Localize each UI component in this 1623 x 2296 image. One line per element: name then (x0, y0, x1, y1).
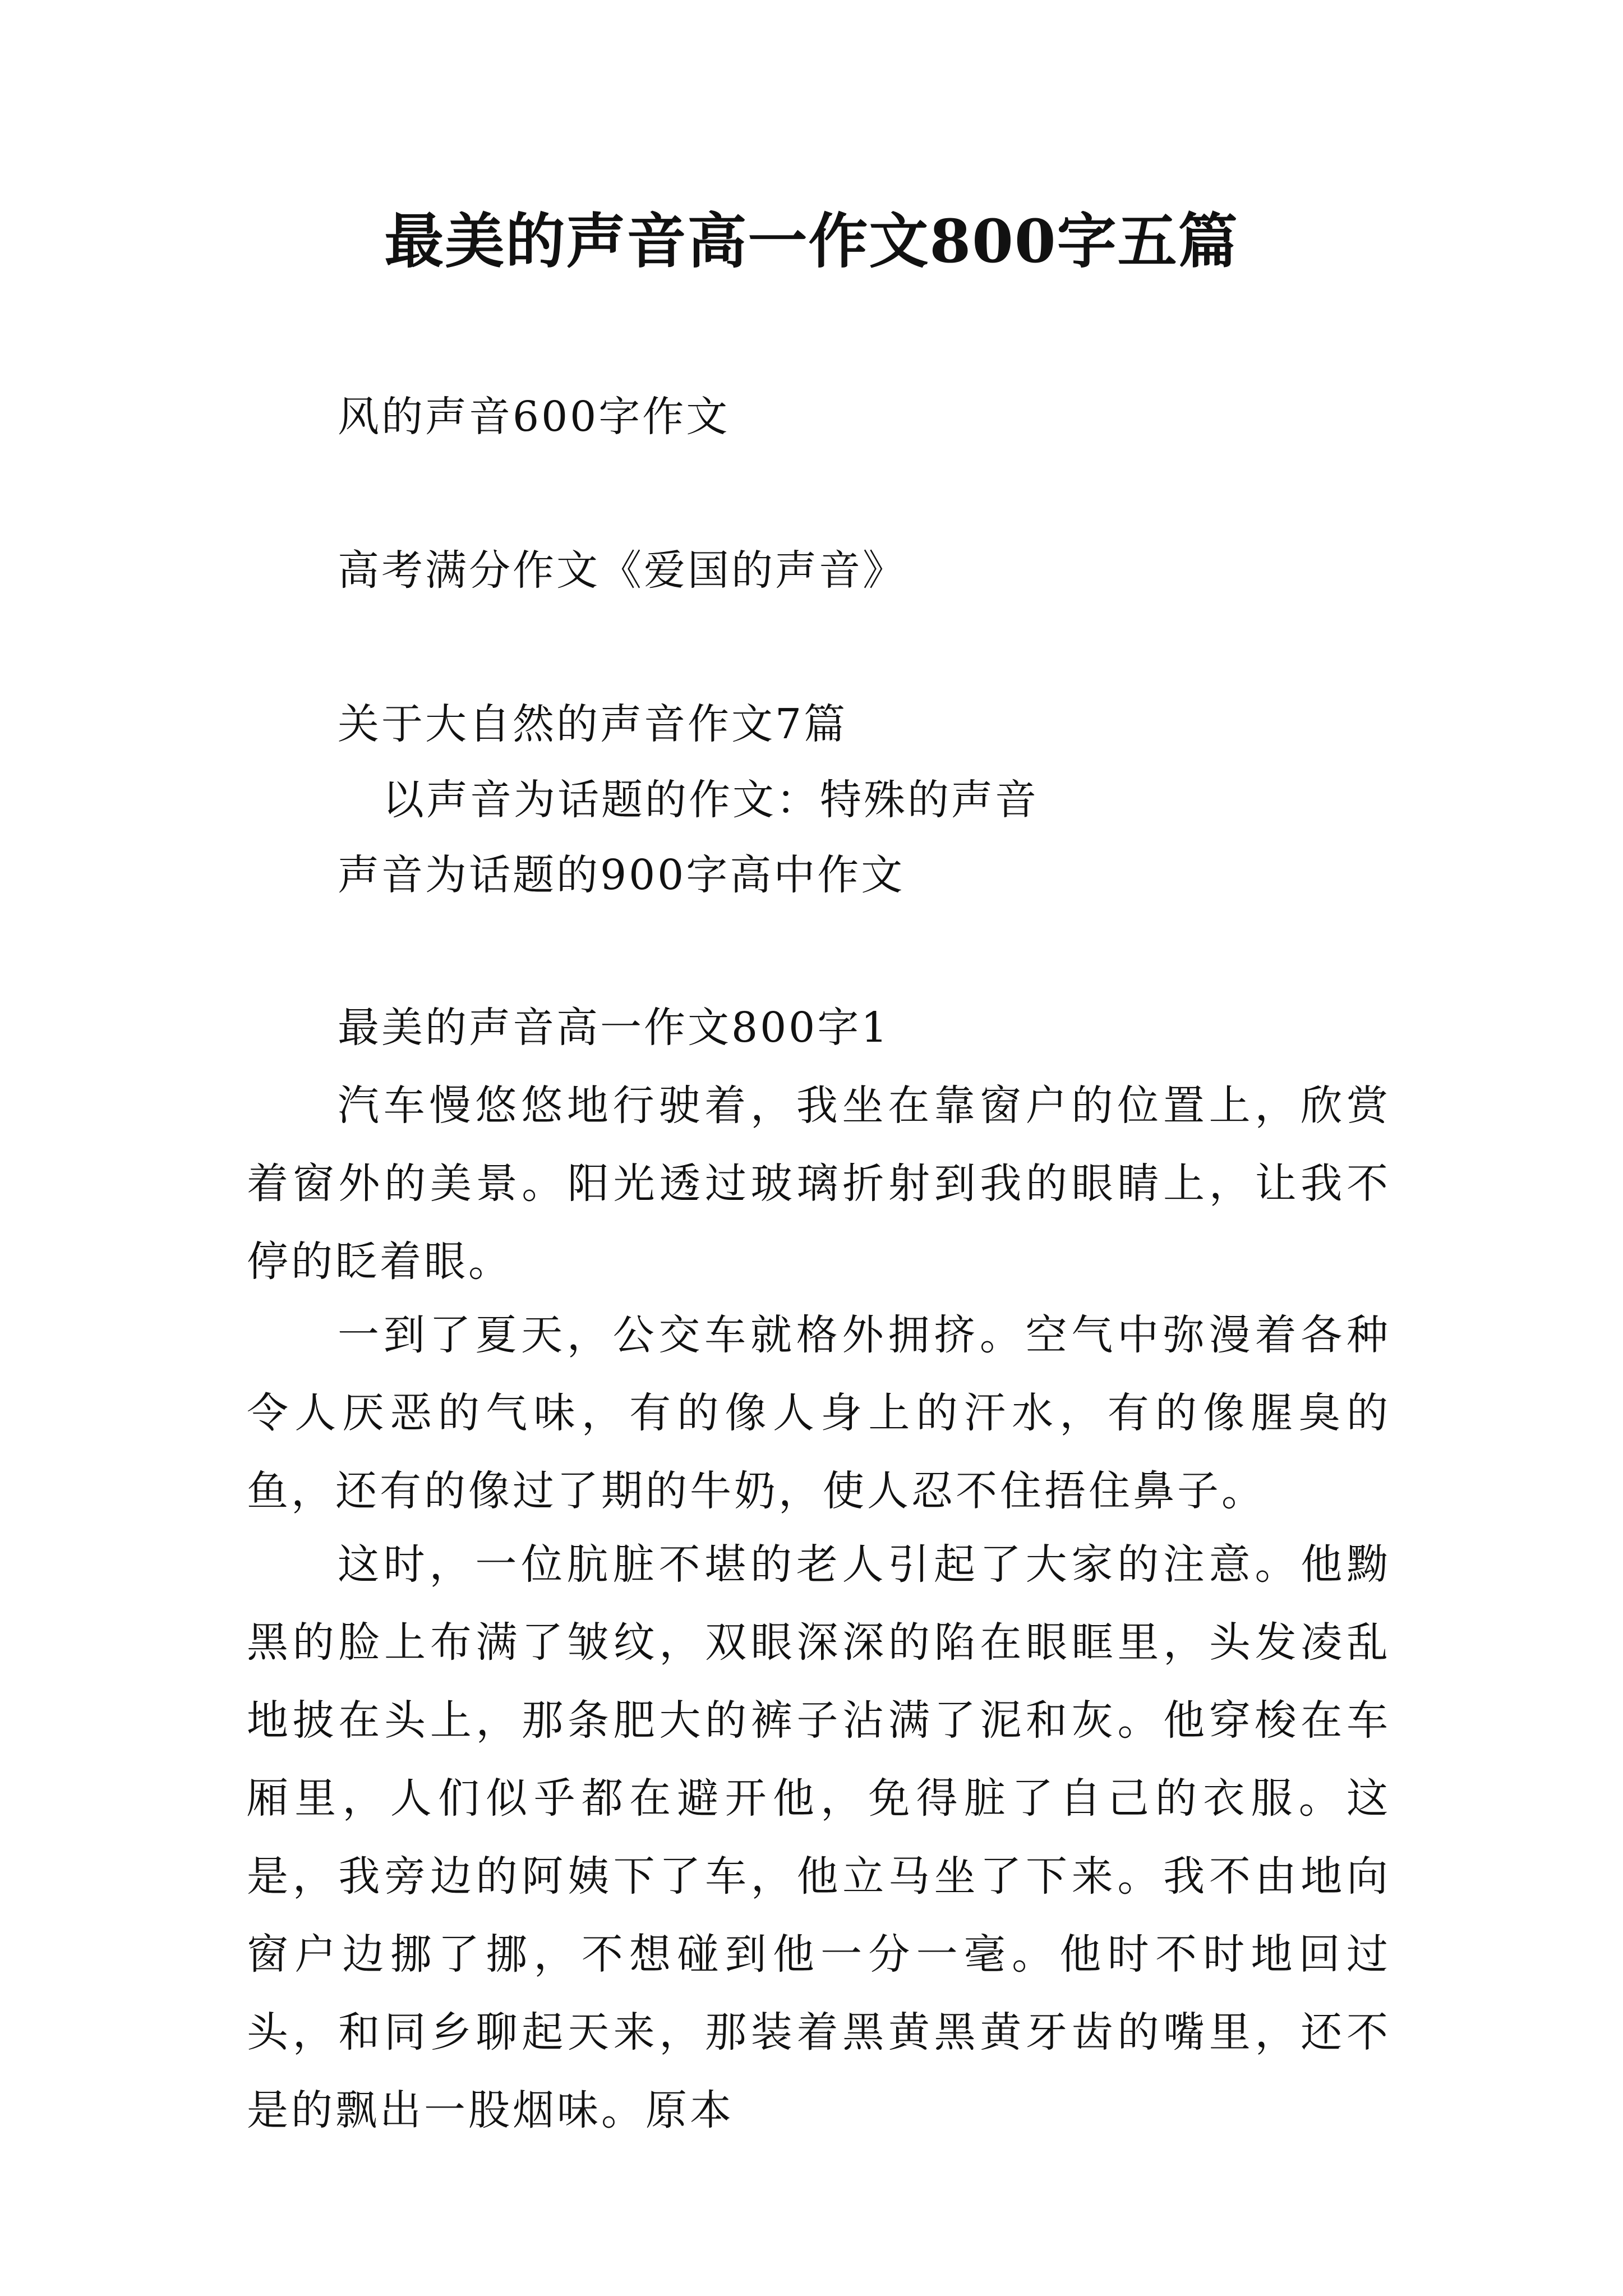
document-title: 最美的声音高一作文800字五篇 (384, 206, 1239, 276)
section-heading: 最美的声音高一作文800字1 (338, 1004, 890, 1052)
paragraph-2: 一到了夏天，公交车就格外拥挤。空气中弥漫着各种令人厌恶的气味，有的像人身上的汗水，有的像腥臭的鱼，还有的像过了期的牛奶，使人忍不住捂住鼻子。 (247, 1311, 1391, 1515)
paragraph-3: 这时，一位肮脏不堪的老人引起了大家的注意。他黝黑的脸上布满了皱纹，双眼深深的陷在眼眶里，头发凌乱地披在头上，那条肥大的裤子沾满了泥和灰。他穿梭在车厢里，人们似乎都在避开他，免得脏了自己的衣服。这是，我旁边的阿姨下了车，他立马坐了下来。我不由地向窗户边挪了挪，不想碰到他一分一毫。他时不时地回过头，和同乡聊起天来，那装着黑黄黑黄牙齿的嘴里，还不是的飘出一股烟味。原本 (247, 1540, 1391, 2134)
paragraph-1: 汽车慢悠悠地行驶着，我坐在靠窗户的位置上，欣赏着窗外的美景。阳光透过玻璃折射到我的眼睛上，让我不停的眨着眼。 (247, 1082, 1391, 1286)
toc-item-4: 以声音为话题的作文：特殊的声音 (382, 776, 1039, 824)
toc-item-5: 声音为话题的900字高中作文 (338, 851, 905, 899)
toc-item-3: 关于大自然的声音作文7篇 (338, 700, 848, 748)
toc-item-2: 高考满分作文《爱国的声音》 (338, 546, 906, 595)
toc-item-1: 风的声音600字作文 (338, 393, 730, 441)
